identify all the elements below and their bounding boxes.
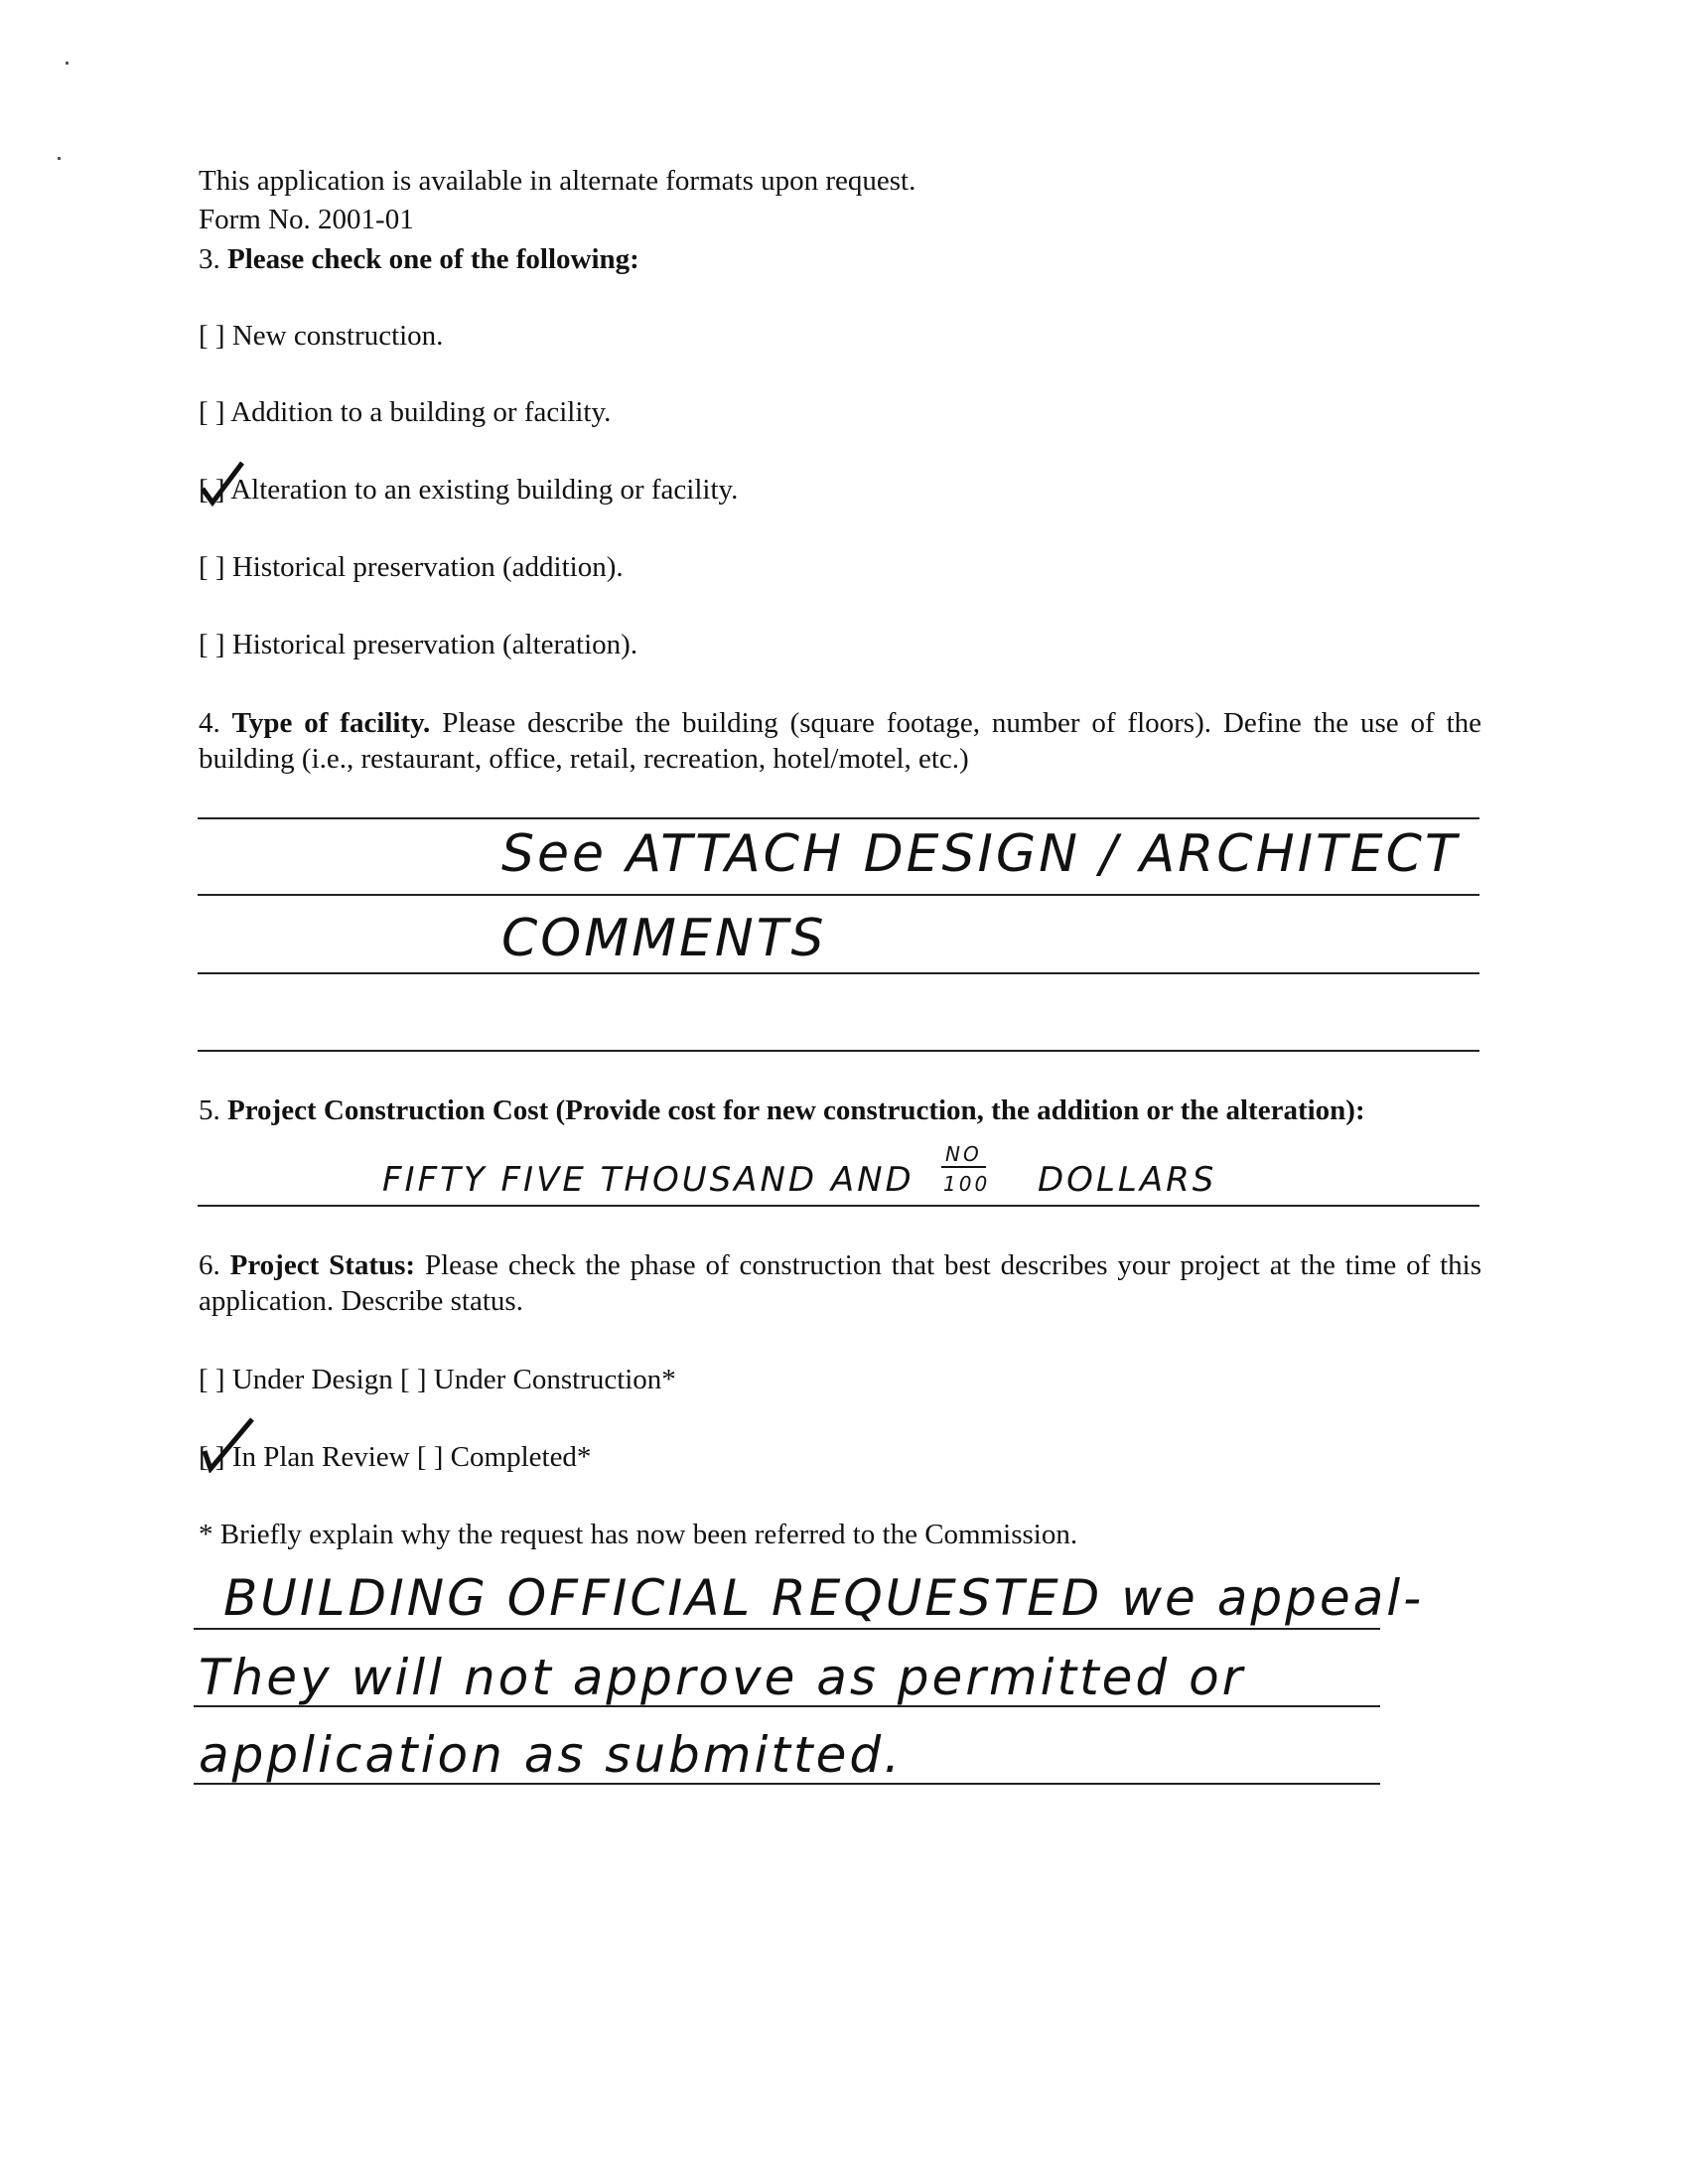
q5-number: 5. — [199, 1094, 220, 1126]
option-alteration[interactable]: [ ] Alteration to an existing building or facility. — [199, 474, 739, 506]
explain-handwritten-line2[interactable]: They will not approve as permitted or — [199, 1649, 1246, 1706]
cost-rule — [198, 1205, 1479, 1207]
answer-rule — [198, 817, 1479, 819]
explain-prompt: * Briefly explain why the request has now been referred to the Commission. — [199, 1519, 1078, 1550]
q6-text: Please check the phase of construction that best describes your project at the time of this application. Describe status. — [199, 1249, 1482, 1317]
answer-rule — [198, 972, 1479, 974]
checkmark-icon — [197, 1415, 256, 1473]
q6-title: Project Status: — [229, 1249, 416, 1281]
explain-handwritten-line3[interactable]: application as submitted. — [199, 1726, 903, 1784]
q5-paragraph — [199, 1092, 1481, 1128]
q4-handwritten-answer-line2[interactable]: COMMENTS — [501, 909, 827, 968]
explain-rule — [194, 1628, 1380, 1630]
explain-handwritten-line1[interactable]: BUILDING OFFICIAL REQUESTED we appeal- — [223, 1569, 1425, 1627]
q6-number: 6. — [199, 1249, 220, 1281]
checkmark-icon — [197, 457, 246, 507]
option-addition[interactable]: [ ] Addition to a building or facility. — [199, 396, 612, 428]
status-row-design-construction[interactable]: [ ] Under Design [ ] Under Construction* — [199, 1364, 676, 1395]
q5-fraction-numerator: NO — [941, 1142, 986, 1168]
availability-note: This application is available in alternate formats upon request. — [199, 165, 916, 197]
q4-title: Type of facility. — [231, 707, 431, 739]
option-new-construction[interactable]: [ ] New construction. — [199, 320, 444, 352]
scan-speck — [66, 62, 69, 65]
status-row-review-completed[interactable]: [ ] In Plan Review [ ] Completed* — [199, 1441, 592, 1473]
q3-title: Please check one of the following: — [227, 243, 639, 275]
answer-rule — [198, 1050, 1479, 1052]
scan-speck — [58, 157, 61, 160]
option-historical-alteration[interactable]: [ ] Historical preservation (alteration). — [199, 629, 638, 660]
q5-handwritten-dollars: DOLLARS — [1038, 1160, 1217, 1200]
q4-text: Please describe the building (square footage, number of floors). Define the use of the building (i.e., restaurant, office, retail, recreation, hotel/motel, etc.) — [199, 707, 1482, 775]
q4-paragraph — [199, 705, 1481, 777]
q4-handwritten-answer-line1[interactable]: See ATTACH DESIGN / ARCHITECT — [501, 824, 1460, 884]
answer-rule — [198, 894, 1479, 896]
form-number: Form No. 2001-01 — [199, 204, 414, 235]
q3-number: 3. — [199, 243, 220, 275]
option-historical-addition[interactable]: [ ] Historical preservation (addition). — [199, 551, 624, 583]
q4-number: 4. — [199, 707, 220, 739]
q5-fraction-denominator: 100 — [943, 1172, 991, 1196]
q6-paragraph — [199, 1247, 1481, 1319]
q5-handwritten-cost[interactable]: FIFTY FIVE THOUSAND AND — [382, 1160, 914, 1200]
q5-title: Project Construction Cost (Provide cost for new construction, the addition or the alteration): — [227, 1094, 1365, 1126]
q3-heading — [199, 241, 639, 277]
